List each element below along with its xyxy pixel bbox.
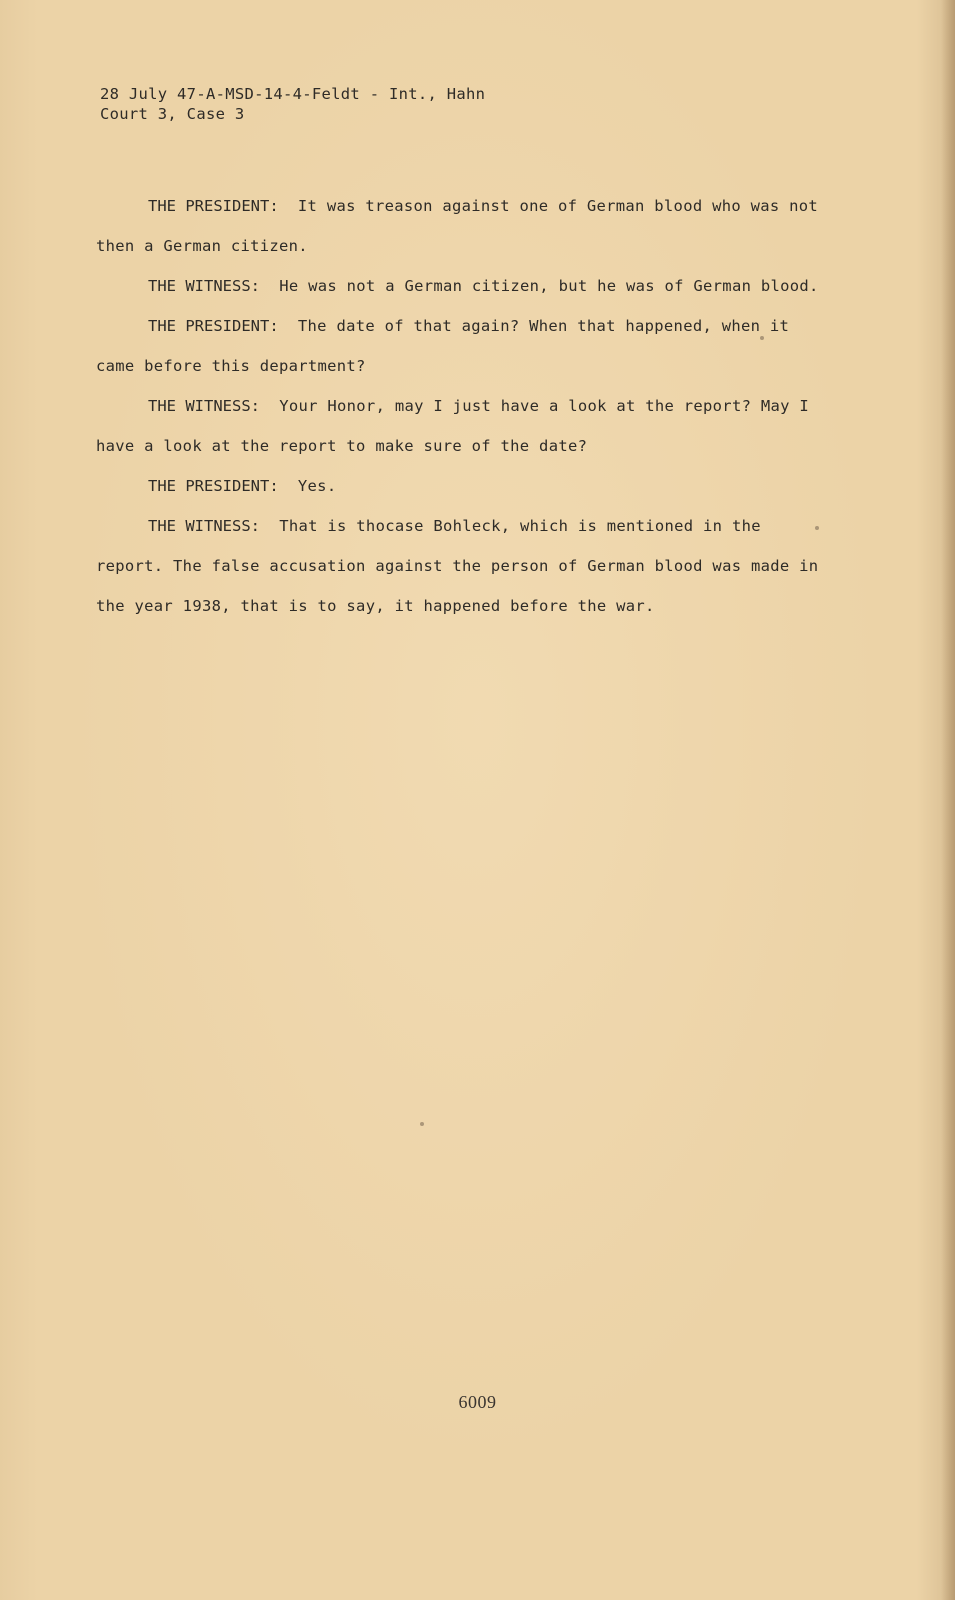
paragraph-text: Yes.	[297, 477, 337, 495]
paragraph-text: It was treason against one of German blood who was not then a German citizen.	[96, 197, 819, 255]
transcript-paragraph	[96, 186, 826, 266]
paper-speck	[760, 336, 764, 340]
speaker-label: THE PRESIDENT:	[148, 197, 279, 215]
transcript-paragraph	[96, 506, 826, 626]
header-line-2: Court 3, Case 3	[100, 105, 245, 123]
transcript-paragraph	[96, 466, 826, 506]
paragraph-text: Your Honor, may I just have a look at the report? May I have a look at the report to make sure of the date?	[96, 397, 809, 455]
transcript-paragraph	[96, 266, 826, 306]
transcript-paragraph	[96, 386, 826, 466]
speaker-label: THE PRESIDENT:	[148, 317, 279, 335]
speaker-label: THE WITNESS:	[148, 277, 260, 295]
paper-speck	[420, 1122, 424, 1126]
paragraph-text: That is thocase Bohleck, which is mentioned in the report. The false accusation against the person of German blood was made in the year 1938, that is to say, it happened before the war.	[96, 517, 819, 615]
speaker-label: THE WITNESS:	[148, 517, 260, 535]
header-line-1: 28 July 47-A-MSD-14-4-Feldt - Int., Hahn	[100, 85, 486, 103]
page-edge-shadow	[941, 0, 955, 1600]
page-number: 6009	[458, 1392, 497, 1412]
transcript-body	[96, 186, 826, 626]
paragraph-text: He was not a German citizen, but he was of German blood.	[279, 277, 819, 295]
speaker-label: THE WITNESS:	[148, 397, 260, 415]
transcript-paragraph	[96, 306, 826, 386]
speaker-label: THE PRESIDENT:	[148, 477, 279, 495]
paragraph-text: The date of that again? When that happened, when it came before this department?	[96, 317, 790, 375]
paper-speck	[815, 526, 819, 530]
document-header	[100, 84, 485, 124]
